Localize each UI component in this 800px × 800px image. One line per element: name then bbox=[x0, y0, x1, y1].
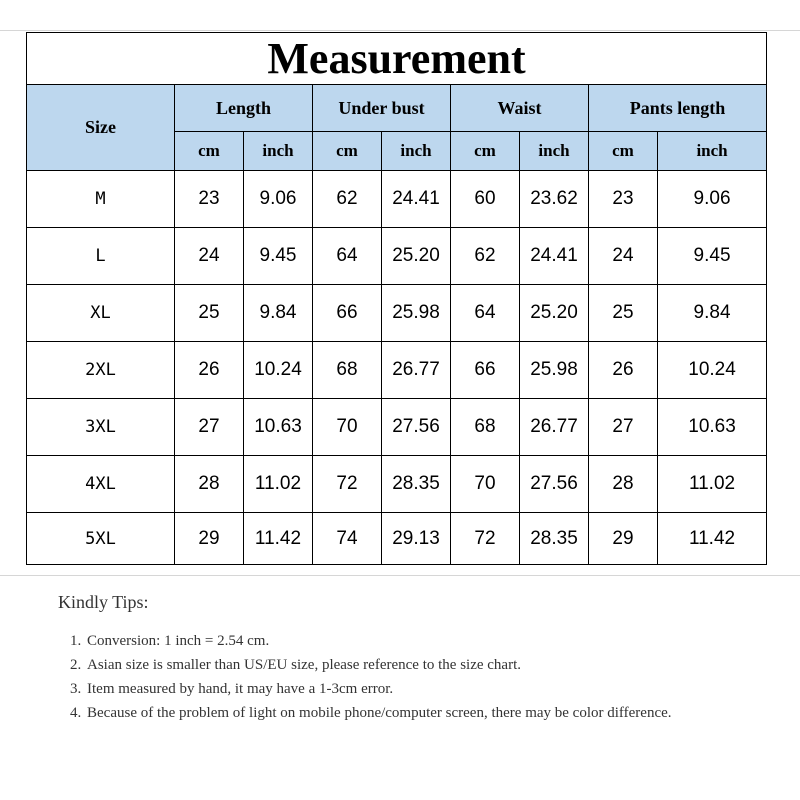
size-label: L bbox=[27, 228, 175, 285]
tips-title: Kindly Tips: bbox=[58, 592, 149, 612]
header-waist: Waist bbox=[451, 85, 589, 132]
table-row bbox=[27, 456, 767, 513]
table-row bbox=[27, 228, 767, 285]
size-column-header: Size bbox=[27, 85, 175, 171]
bottom-divider bbox=[0, 575, 800, 576]
table-cell: 25 bbox=[589, 285, 658, 342]
tips-list bbox=[58, 629, 758, 725]
table-cell: 70 bbox=[313, 399, 382, 456]
table-cell: 26 bbox=[589, 342, 658, 399]
table-cell: 27.56 bbox=[382, 399, 451, 456]
table-cell: 27 bbox=[589, 399, 658, 456]
table-cell: 28 bbox=[589, 456, 658, 513]
size-label: XL bbox=[27, 285, 175, 342]
table-row bbox=[27, 285, 767, 342]
table-cell: 11.02 bbox=[658, 456, 767, 513]
unit-header: cm bbox=[451, 132, 520, 171]
size-label: 2XL bbox=[27, 342, 175, 399]
table-cell: 29.13 bbox=[382, 513, 451, 565]
table-cell: 25 bbox=[175, 285, 244, 342]
table-cell: 24 bbox=[589, 228, 658, 285]
table-cell: 66 bbox=[313, 285, 382, 342]
size-label: 5XL bbox=[27, 513, 175, 565]
table-cell: 25.20 bbox=[382, 228, 451, 285]
tip-item: 4. Because of the problem of light on mobile phone/computer screen, there may be color difference. bbox=[85, 701, 758, 725]
table-cell: 26.77 bbox=[520, 399, 589, 456]
table-cell: 25.98 bbox=[520, 342, 589, 399]
table-cell: 10.24 bbox=[244, 342, 313, 399]
table-row bbox=[27, 342, 767, 399]
size-label: 4XL bbox=[27, 456, 175, 513]
unit-header: inch bbox=[244, 132, 313, 171]
table-cell: 23.62 bbox=[520, 171, 589, 228]
table-cell: 70 bbox=[451, 456, 520, 513]
table-cell: 24.41 bbox=[520, 228, 589, 285]
table-cell: 27 bbox=[175, 399, 244, 456]
table-cell: 68 bbox=[313, 342, 382, 399]
table-cell: 23 bbox=[589, 171, 658, 228]
table-cell: 23 bbox=[175, 171, 244, 228]
table-cell: 9.06 bbox=[658, 171, 767, 228]
table-cell: 27.56 bbox=[520, 456, 589, 513]
table-cell: 64 bbox=[451, 285, 520, 342]
table-cell: 72 bbox=[313, 456, 382, 513]
table-cell: 28.35 bbox=[382, 456, 451, 513]
table-cell: 9.45 bbox=[658, 228, 767, 285]
table-cell: 26.77 bbox=[382, 342, 451, 399]
header-pants-length: Pants length bbox=[589, 85, 767, 132]
table-cell: 26 bbox=[175, 342, 244, 399]
table-cell: 29 bbox=[589, 513, 658, 565]
top-divider bbox=[0, 30, 800, 31]
table-title: Measurement bbox=[27, 33, 767, 85]
table-cell: 9.84 bbox=[658, 285, 767, 342]
unit-header: inch bbox=[382, 132, 451, 171]
table-cell: 9.84 bbox=[244, 285, 313, 342]
table-cell: 62 bbox=[313, 171, 382, 228]
header-length: Length bbox=[175, 85, 313, 132]
unit-header: cm bbox=[175, 132, 244, 171]
table-cell: 11.42 bbox=[244, 513, 313, 565]
table-cell: 28 bbox=[175, 456, 244, 513]
table-row bbox=[27, 513, 767, 565]
table-cell: 10.63 bbox=[244, 399, 313, 456]
table-cell: 68 bbox=[451, 399, 520, 456]
table-cell: 72 bbox=[451, 513, 520, 565]
size-label: 3XL bbox=[27, 399, 175, 456]
table-cell: 29 bbox=[175, 513, 244, 565]
unit-header: inch bbox=[520, 132, 589, 171]
tip-item: 1. Conversion: 1 inch = 2.54 cm. bbox=[85, 629, 758, 653]
table-cell: 24.41 bbox=[382, 171, 451, 228]
size-label: M bbox=[27, 171, 175, 228]
unit-header: cm bbox=[313, 132, 382, 171]
table-row bbox=[27, 399, 767, 456]
unit-header: cm bbox=[589, 132, 658, 171]
tip-item: 3. Item measured by hand, it may have a 1-3cm error. bbox=[85, 677, 758, 701]
table-cell: 28.35 bbox=[520, 513, 589, 565]
table-row bbox=[27, 171, 767, 228]
table-cell: 66 bbox=[451, 342, 520, 399]
tip-item: 2. Asian size is smaller than US/EU size, please reference to the size chart. bbox=[85, 653, 758, 677]
table-cell: 10.24 bbox=[658, 342, 767, 399]
table-cell: 64 bbox=[313, 228, 382, 285]
table-cell: 25.98 bbox=[382, 285, 451, 342]
header-under-bust: Under bust bbox=[313, 85, 451, 132]
table-cell: 11.42 bbox=[658, 513, 767, 565]
table-cell: 9.45 bbox=[244, 228, 313, 285]
table-cell: 60 bbox=[451, 171, 520, 228]
table-cell: 25.20 bbox=[520, 285, 589, 342]
table-cell: 11.02 bbox=[244, 456, 313, 513]
unit-header: inch bbox=[658, 132, 767, 171]
table-cell: 10.63 bbox=[658, 399, 767, 456]
size-chart-table bbox=[26, 32, 767, 565]
table-cell: 24 bbox=[175, 228, 244, 285]
table-cell: 74 bbox=[313, 513, 382, 565]
table-cell: 9.06 bbox=[244, 171, 313, 228]
tips-section bbox=[58, 592, 758, 725]
table-cell: 62 bbox=[451, 228, 520, 285]
